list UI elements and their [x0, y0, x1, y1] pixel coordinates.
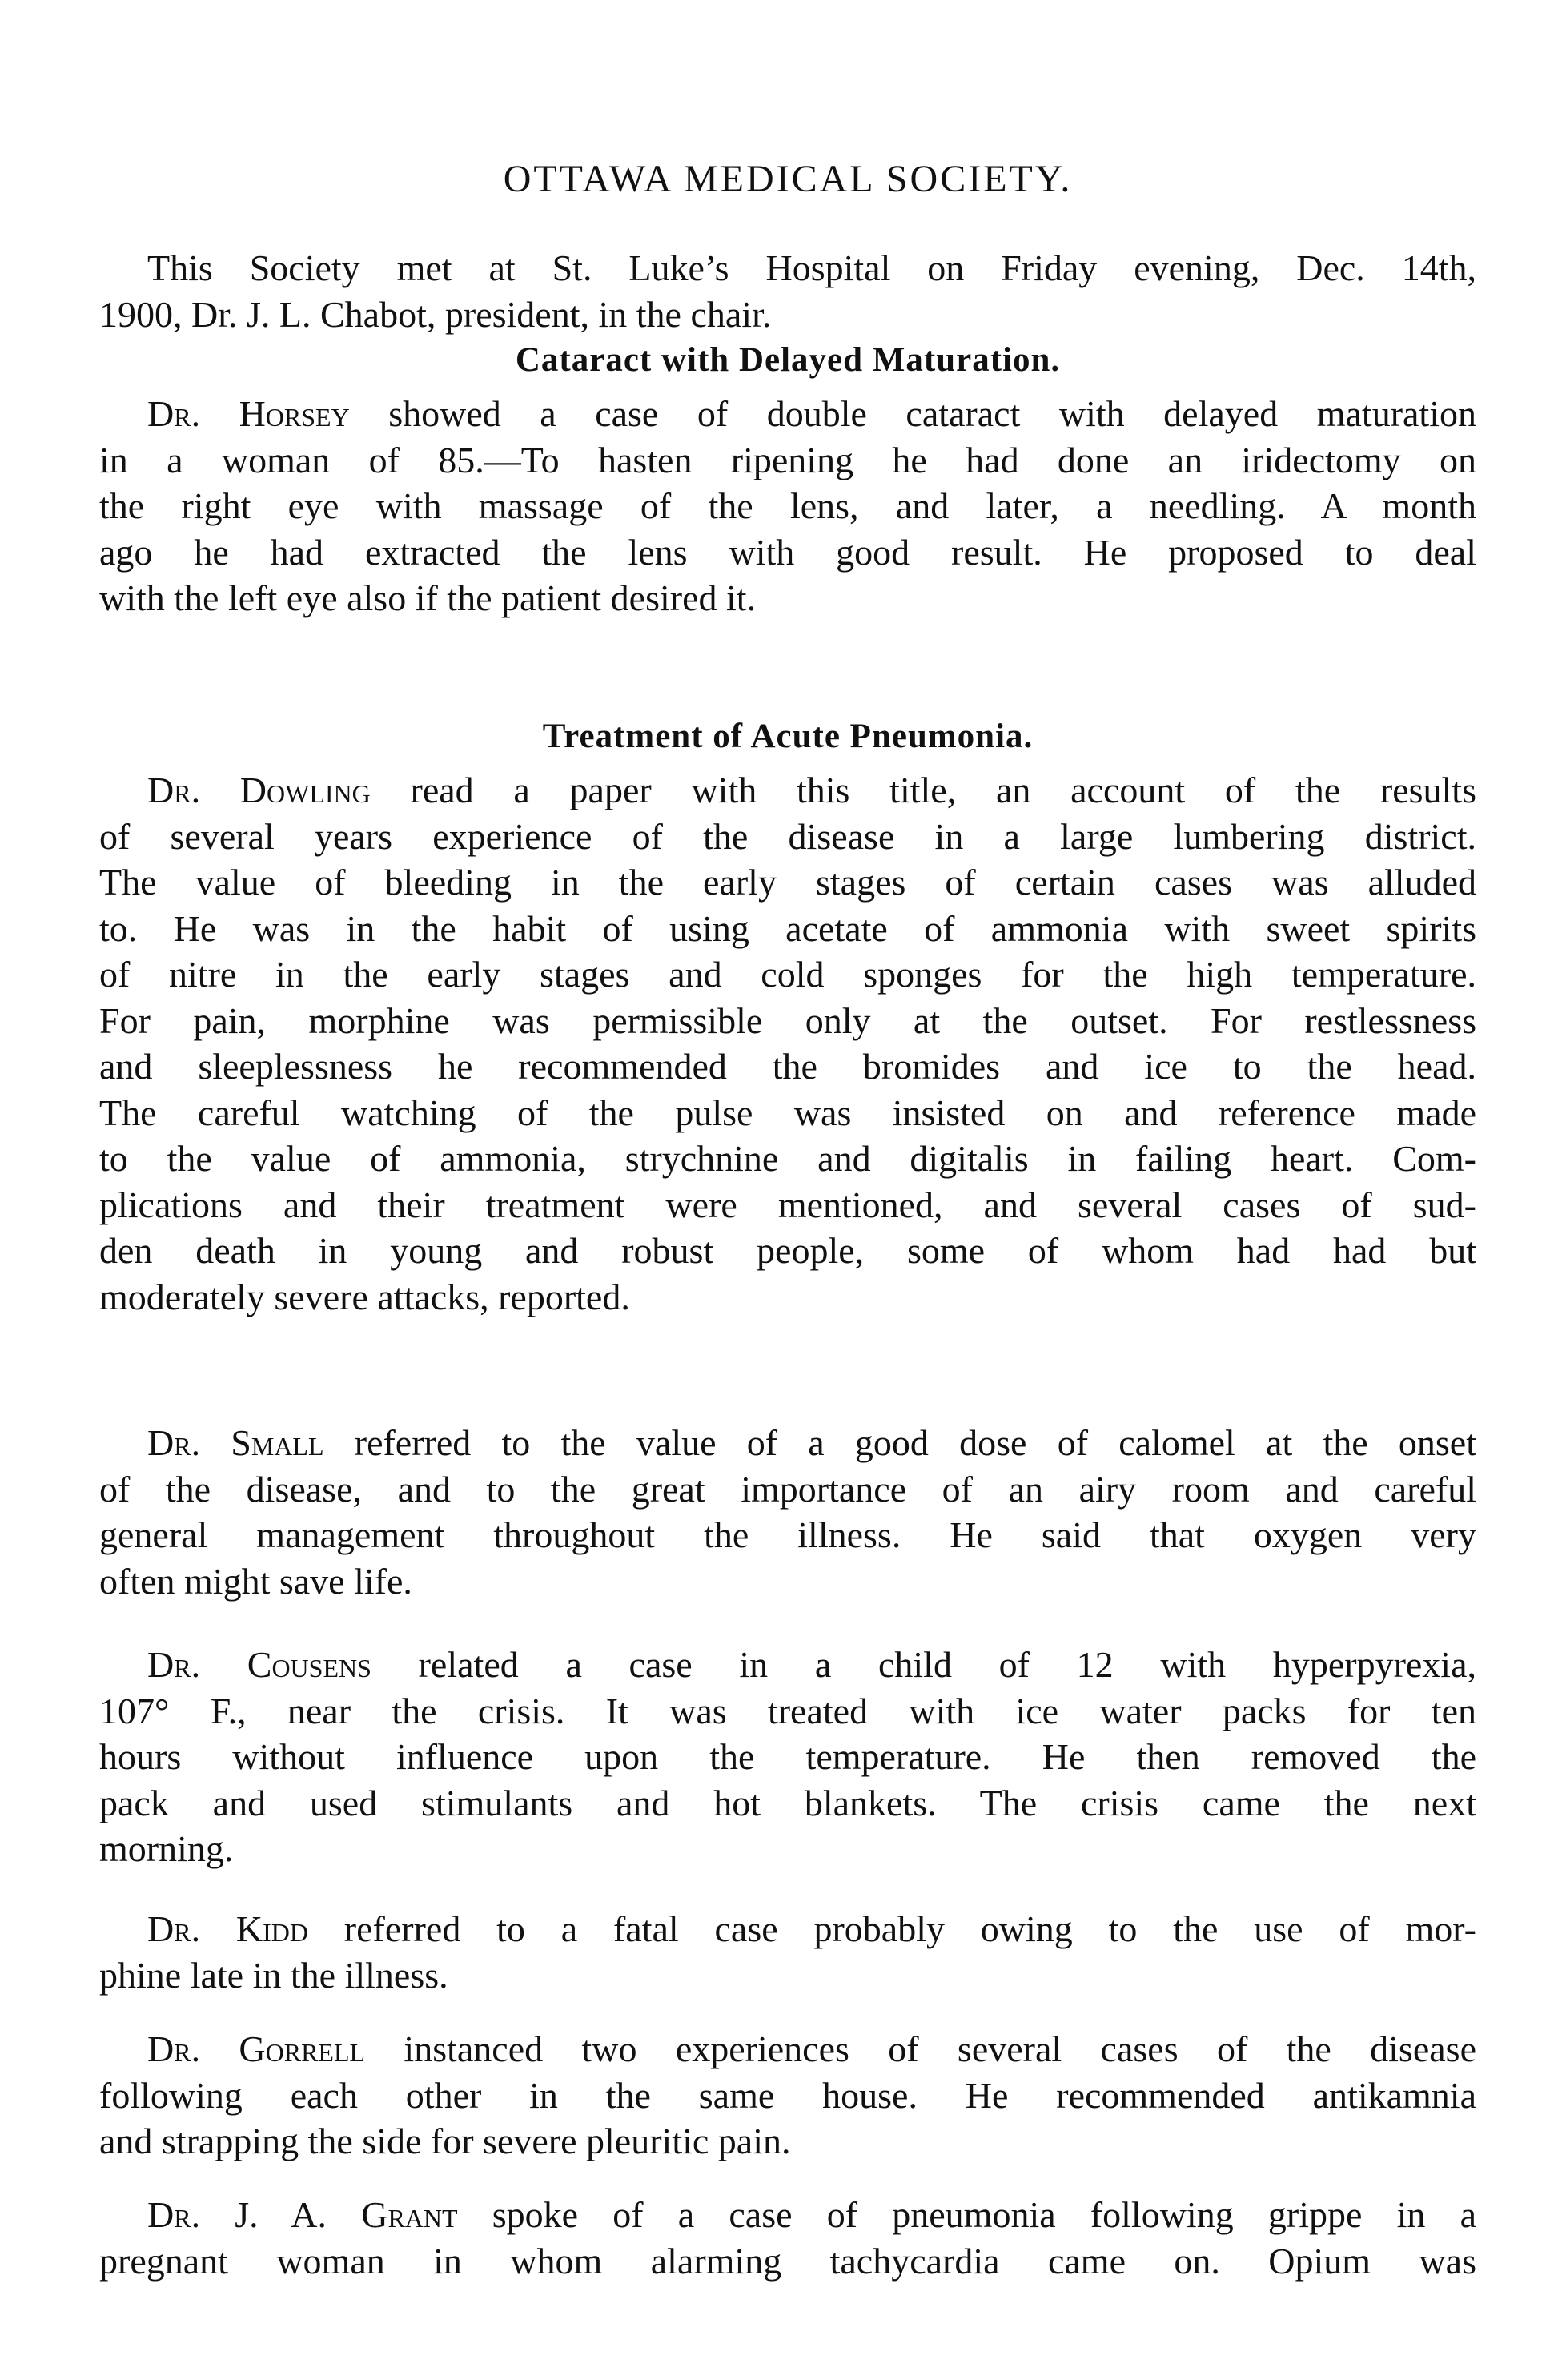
speaker-name: Dr. Small: [147, 1422, 324, 1463]
text-line: Dr. Dowling read a paper with this title, an account of the results: [147, 770, 1476, 810]
speaker-name: Dr. Cousens: [147, 1644, 371, 1685]
text-line: often might save life.: [99, 1560, 412, 1602]
text-line: The careful watching of the pulse was insisted on and reference made: [99, 1092, 1476, 1133]
text-line: to the value of ammonia, strychnine and digitalis in failing heart. Com-: [99, 1138, 1476, 1179]
text-line: For pain, morphine was permissible only at the outset. For restlessness: [99, 999, 1476, 1041]
text-line: of the disease, and to the great importance of an airy room and careful: [99, 1468, 1476, 1510]
section-heading-cataract: Cataract with Delayed Maturation.: [515, 341, 1061, 379]
speaker-name: Dr. J. A. Grant: [147, 2194, 458, 2235]
text-line: pack and used stimulants and hot blankets. The crisis came the next: [99, 1782, 1476, 1823]
text-line: pregnant woman in whom alarming tachycardia came on. Opium was: [99, 2240, 1476, 2282]
paragraph-kidd: [99, 1906, 1476, 1998]
speaker-name: Dr. Gorrell: [147, 2028, 366, 2069]
text-line: Dr. Kidd referred to a fatal case probably owing to the use of mor-: [147, 1908, 1476, 1949]
intro-paragraph: [99, 245, 1476, 337]
text-line: 1900, Dr. J. L. Chabot, president, in the chair.: [99, 293, 772, 335]
paragraph-grant: [99, 2192, 1476, 2284]
text-line: morning.: [99, 1828, 234, 1869]
text-line: This Society met at St. Luke’s Hospital on Friday evening, Dec. 14th,: [147, 247, 1476, 288]
text-line: phine late in the illness.: [99, 1954, 448, 1996]
text-line: following each other in the same house. He recommended antikamnia: [99, 2074, 1476, 2116]
text-line: the right eye with massage of the lens, and later, a needling. A month: [99, 485, 1476, 526]
text-line: in a woman of 85.—To hasten ripening he had done an iridectomy on: [99, 439, 1476, 480]
text-line: den death in young and robust people, some of whom had had but: [99, 1230, 1476, 1271]
text-line: and strapping the side for severe pleuritic pain.: [99, 2121, 791, 2161]
paragraph-gorrell: [99, 2026, 1476, 2165]
text-line: Dr. Small referred to the value of a good dose of calomel at the onset: [147, 1422, 1476, 1463]
text-line: of nitre in the early stages and cold sponges for the high temperature.: [99, 954, 1476, 995]
speaker-name: Dr. Dowling: [147, 770, 371, 810]
text-line: to. He was in the habit of using acetate of ammonia with sweet spirits: [99, 907, 1476, 949]
speaker-name: Dr. Horsey: [147, 393, 350, 434]
text-line: 107° F., near the crisis. It was treated with ice water packs for ten: [99, 1690, 1476, 1731]
paragraph-cousens: [99, 1642, 1476, 1872]
text-line: general management throughout the illness. He said that oxygen very: [99, 1514, 1476, 1555]
paragraph-small: [99, 1420, 1476, 1604]
text-line: hours without influence upon the temperature. He then removed the: [99, 1736, 1476, 1777]
section-heading-pneumonia: Treatment of Acute Pneumonia.: [542, 718, 1034, 755]
text-line: Dr. Horsey showed a case of double cataract with delayed maturation: [147, 393, 1476, 434]
paragraph-dowling: [99, 767, 1476, 1320]
text-line: Dr. Cousens related a case in a child of 12 with hyperpyrexia,: [147, 1644, 1477, 1685]
text-line: Dr. J. A. Grant spoke of a case of pneumonia following grippe in a: [147, 2194, 1476, 2235]
text-line: plications and their treatment were mentioned, and several cases of sud-: [99, 1184, 1476, 1225]
text-line: Dr. Gorrell instanced two experiences of several cases of the disease: [147, 2028, 1476, 2069]
text-line: moderately severe attacks, reported.: [99, 1276, 630, 1317]
text-line: The value of bleeding in the early stages of certain cases was alluded: [99, 862, 1476, 903]
page-title: OTTAWA MEDICAL SOCIETY.: [503, 158, 1073, 200]
text-line: with the left eye also if the patient desired it.: [99, 577, 757, 618]
text-line: ago he had extracted the lens with good result. He proposed to deal: [99, 531, 1476, 573]
paragraph-horsey: [99, 391, 1476, 621]
text-line: of several years experience of the disease in a large lumbering district.: [99, 815, 1476, 857]
speaker-name: Dr. Kidd: [147, 1908, 308, 1949]
text-line: and sleeplessness he recommended the bromides and ice to the head.: [99, 1046, 1476, 1087]
